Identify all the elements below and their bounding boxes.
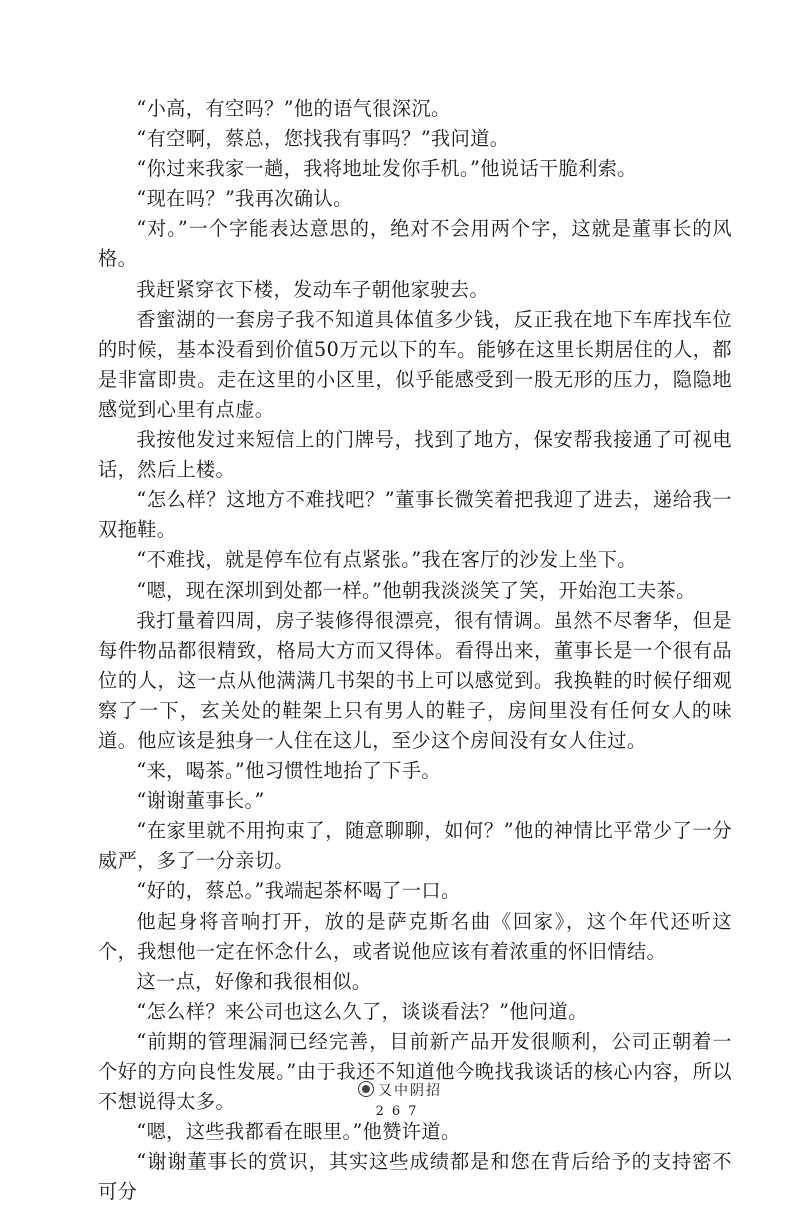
paragraph: “有空啊，蔡总，您找我有事吗？”我问道。 — [136, 127, 510, 151]
paragraph: “怎么样？来公司也这么久了，谈谈看法？”他问道。 — [136, 999, 588, 1023]
paragraph: “嗯，这些我都看在眼里。”他赞许道。 — [136, 1120, 461, 1144]
paragraph: “不难找，就是停车位有点紧张。”我在客厅的沙发上坐下。 — [136, 548, 637, 572]
paragraph: 香蜜湖的一套房子我不知道具体值多少钱，反正我在地下车库找车位的时候，基本没看到价值50万元以下的车。能够在这里长期居住的人，都是非富即贵。走在这里的小区里，似乎能感受到一股无形的压力，隐隐地感觉到心里有点虚。 — [98, 307, 732, 421]
paragraph: “来，喝茶。”他习惯性地抬了下手。 — [136, 759, 442, 783]
running-footer — [0, 1080, 800, 1100]
paragraph: “在家里就不用拘束了，随意聊聊，如何？”他的神情比平常少了一分威严，多了一分亲切。 — [98, 819, 732, 873]
paragraph: 我按他发过来短信上的门牌号，找到了地方，保安帮我接通了可视电话，然后上楼。 — [98, 428, 732, 482]
chapter-seal-icon — [358, 1081, 374, 1097]
paragraph: “好的，蔡总。”我端起茶杯喝了一口。 — [136, 879, 461, 903]
paragraph: 我打量着四周，房子装修得很漂亮，很有情调。虽然不尽奢华，但是每件物品都很精致，格局大方而又得体。看得出来，董事长是一个很有品位的人，这一点从他满满几书架的书上可以感觉到。我换鞋的时候仔细观察了一下，玄关处的鞋架上只有男人的鞋子，房间里没有任何女人的味道。他应该是独身一人住在这儿，至少这个房间没有女人住过。 — [98, 608, 732, 752]
paragraph: “小高，有空吗？”他的语气很深沉。 — [136, 97, 451, 120]
paragraph: “谢谢董事长的赏识，其实这些成绩都是和您在背后给予的支持密不可分 — [98, 1150, 732, 1204]
paragraph: 他起身将音响打开，放的是萨克斯名曲《回家》，这个年代还听这个，我想他一定在怀念什么，或者说他应该有着浓重的怀旧情结。 — [98, 909, 732, 963]
paragraph: “嗯，现在深圳到处都一样。”他朝我淡淡笑了笑，开始泡工夫茶。 — [136, 578, 696, 602]
chapter-title: 又中阴招 — [378, 1083, 442, 1099]
text-body — [98, 94, 732, 1207]
page-number: 267 — [375, 1104, 425, 1119]
paragraph: “你过来我家一趟，我将地址发你手机。”他说话干脆利索。 — [136, 157, 637, 181]
paragraph: “对。”一个字能表达意思的，绝对不会用两个字，这就是董事长的风格。 — [98, 217, 732, 271]
paragraph: 这一点，好像和我很相似。 — [136, 969, 372, 993]
paragraph: “怎么样？这地方不难找吧？”董事长微笑着把我迎了进去，递给我一双拖鞋。 — [98, 488, 732, 542]
paragraph: “前期的管理漏洞已经完善，目前新产品开发很顺利，公司正朝着一个好的方向良性发展。”由于我还不知道他今晚找我谈话的核心内容，所以不想说得太多。 — [98, 1029, 732, 1114]
paragraph: “谢谢董事长。” — [136, 789, 265, 813]
paragraph: 我赶紧穿衣下楼，发动车子朝他家驶去。 — [136, 277, 489, 301]
paragraph: “现在吗？”我再次确认。 — [136, 187, 353, 211]
